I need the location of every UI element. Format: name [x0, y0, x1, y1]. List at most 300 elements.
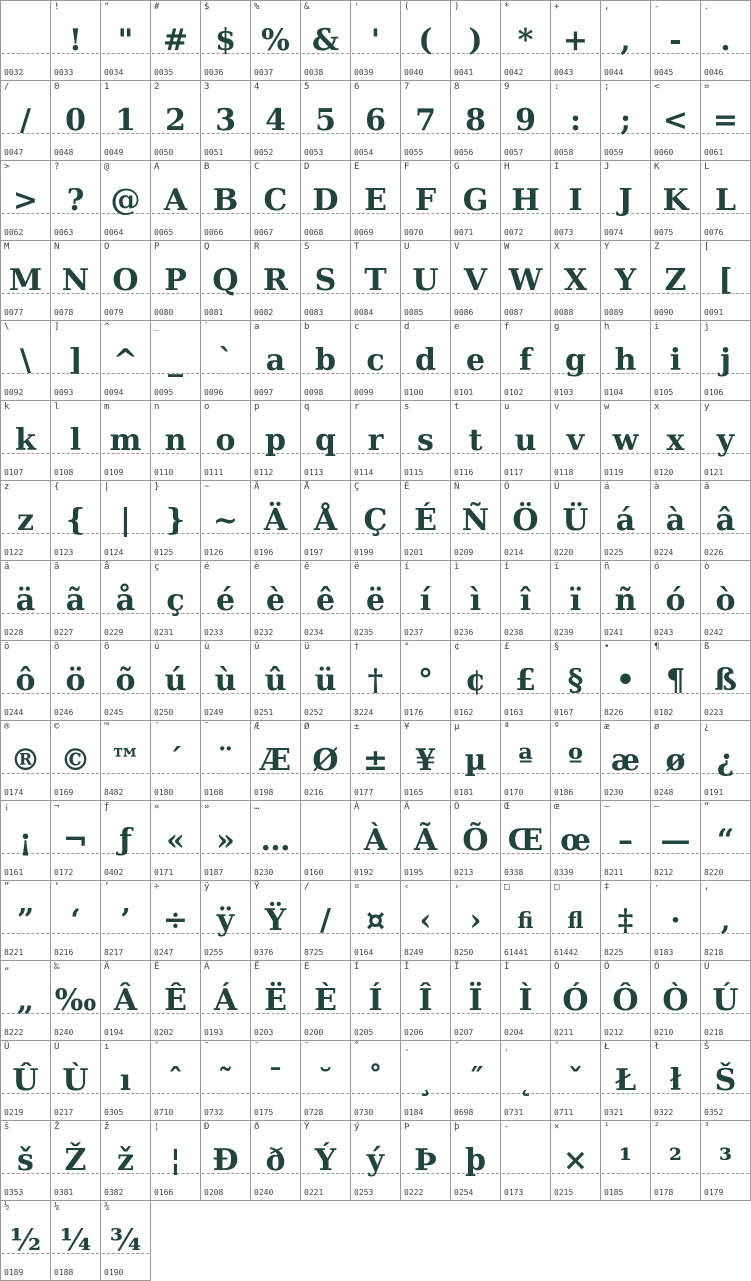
glyph-code: 8220 [704, 868, 724, 877]
glyph-cell [200, 240, 251, 321]
glyph-code: 0110 [154, 468, 174, 477]
glyph-code: 0728 [304, 1108, 324, 1117]
glyph-cell [600, 960, 651, 1041]
glyph-sample [1, 19, 50, 63]
glyph-sample: d [415, 343, 436, 378]
glyph-sample: s [417, 423, 434, 458]
glyph-char-label: ´ [154, 722, 160, 732]
glyph-cell [100, 960, 151, 1041]
glyph-cell [100, 80, 151, 161]
glyph-cell [300, 560, 351, 641]
glyph-cell [400, 80, 451, 161]
glyph-cell [450, 0, 501, 81]
glyph-sample: = [712, 103, 739, 138]
glyph-sample: ( [418, 23, 433, 58]
glyph-code: 0230 [604, 788, 624, 797]
glyph-code: 0205 [354, 1028, 374, 1037]
glyph-sample: × [562, 1143, 589, 1178]
glyph-sample: S [314, 263, 337, 298]
glyph-sample: _ [168, 343, 183, 378]
glyph-sample: ÿ [216, 903, 235, 938]
glyph-cell [150, 720, 201, 801]
glyph-cell [350, 1120, 401, 1201]
glyph-char-label: } [154, 482, 160, 492]
glyph-char-label: 4 [254, 82, 260, 92]
glyph-code: 0248 [654, 788, 674, 797]
glyph-code: 0244 [4, 708, 24, 717]
glyph-char-label: ˜ [204, 1042, 210, 1052]
glyph-cell [600, 1040, 651, 1121]
glyph-code: 8211 [604, 868, 624, 877]
glyph-code: 0183 [654, 948, 674, 957]
glyph-char-label: M [4, 242, 10, 252]
glyph-code: 0236 [454, 628, 474, 637]
glyph-code: 0045 [654, 68, 674, 77]
glyph-sample: Ð [212, 1143, 239, 1178]
glyph-sample: « [166, 823, 185, 858]
glyph-cell [500, 240, 551, 321]
glyph-code: 0185 [604, 1188, 624, 1197]
glyph-char-label: | [104, 482, 110, 492]
glyph-code: 0058 [554, 148, 574, 157]
glyph-char-label: d [404, 322, 410, 332]
glyph-sample: K [662, 183, 689, 218]
glyph-sample: µ [464, 743, 487, 778]
glyph-sample: ı [119, 1063, 132, 1098]
glyph-char-label: r [354, 402, 360, 412]
glyph-sample: ‡ [617, 903, 634, 938]
glyph-cell [550, 480, 601, 561]
glyph-cell [450, 560, 501, 641]
glyph-code: 0075 [654, 228, 674, 237]
glyph-char-label: 1 [104, 82, 110, 92]
glyph-code: 0233 [204, 628, 224, 637]
glyph-cell [350, 800, 401, 881]
glyph-code: 0199 [354, 548, 374, 557]
glyph-char-label: › [454, 882, 460, 892]
glyph-sample: ' [370, 23, 381, 58]
glyph-code: 0193 [204, 1028, 224, 1037]
glyph-code: 0165 [404, 788, 424, 797]
glyph-sample: Ý [314, 1143, 337, 1178]
glyph-char-label: ý [354, 1122, 360, 1132]
glyph-cell [700, 800, 751, 881]
glyph-sample: g [565, 343, 586, 378]
glyph-char-label: × [554, 1122, 560, 1132]
glyph-sample: , [620, 23, 631, 58]
glyph-code: 0210 [654, 1028, 674, 1037]
glyph-char-label: - [504, 1122, 510, 1132]
glyph-code: 0035 [154, 68, 174, 77]
glyph-code: 61441 [504, 948, 529, 957]
glyph-cell [100, 400, 151, 481]
glyph-cell [50, 880, 101, 961]
glyph-cell [400, 480, 451, 561]
glyph-char-label: ã [54, 562, 60, 572]
glyph-cell [250, 320, 301, 401]
glyph-cell [250, 480, 301, 561]
glyph-code: 0160 [304, 868, 324, 877]
glyph-cell [350, 1040, 401, 1121]
glyph-sample: ê [315, 583, 336, 618]
glyph-cell [550, 320, 601, 401]
glyph-cell [300, 400, 351, 481]
glyph-code: 0091 [704, 308, 724, 317]
glyph-sample: ¡ [18, 823, 33, 858]
glyph-code: 0066 [204, 228, 224, 237]
glyph-cell [500, 1040, 551, 1121]
glyph-cell [300, 720, 351, 801]
glyph-char-label: — [654, 802, 660, 812]
glyph-code: 8224 [354, 708, 374, 717]
glyph-cell [150, 1120, 201, 1201]
glyph-char-label: å [104, 562, 110, 572]
glyph-code: 0041 [454, 68, 474, 77]
glyph-char-label: ; [604, 82, 610, 92]
glyph-code: 0053 [304, 148, 324, 157]
glyph-sample: Q [212, 263, 239, 298]
glyph-char-label: K [654, 162, 660, 172]
glyph-char-label: » [204, 802, 210, 812]
glyph-code: 0056 [454, 148, 474, 157]
glyph-code: 0166 [154, 1188, 174, 1197]
glyph-char-label: Ú [704, 962, 710, 972]
glyph-sample: X [563, 263, 588, 298]
glyph-code: 0065 [154, 228, 174, 237]
glyph-char-label: N [54, 242, 60, 252]
glyph-cell [350, 320, 401, 401]
glyph-cell [150, 640, 201, 721]
glyph-cell [500, 800, 551, 881]
glyph-code: 0073 [554, 228, 574, 237]
glyph-char-label: e [454, 322, 460, 332]
glyph-sample: â [715, 503, 736, 538]
glyph-sample: 3 [215, 103, 236, 138]
glyph-sample [301, 819, 350, 863]
glyph-char-label: ‹ [404, 882, 410, 892]
glyph-char-label: v [554, 402, 560, 412]
glyph-char-label: ™ [104, 722, 110, 732]
glyph-cell [450, 240, 501, 321]
glyph-code: 0067 [254, 228, 274, 237]
glyph-code: 0188 [54, 1268, 74, 1277]
glyph-char-label: O [104, 242, 110, 252]
glyph-code: 61442 [554, 948, 579, 957]
glyph-sample: / [20, 103, 31, 138]
glyph-char-label: □ [554, 882, 560, 892]
glyph-cell [0, 800, 51, 881]
glyph-char-label: H [504, 162, 510, 172]
glyph-char-label: º [554, 722, 560, 732]
glyph-char-label: Ž [54, 1122, 60, 1132]
glyph-code: 0184 [404, 1108, 424, 1117]
glyph-code: 0125 [154, 548, 174, 557]
glyph-char-label: 3 [204, 82, 210, 92]
glyph-sample: û [264, 663, 287, 698]
glyph-char-label: ¥ [404, 722, 410, 732]
glyph-char-label: Ø [304, 722, 310, 732]
glyph-char-label: ª [504, 722, 510, 732]
glyph-cell [0, 80, 51, 161]
glyph-char-label: ƒ [104, 802, 110, 812]
glyph-char-label: ú [154, 642, 160, 652]
glyph-sample: ¹ [618, 1143, 633, 1178]
glyph-cell [100, 720, 151, 801]
glyph-sample: ³ [718, 1143, 733, 1178]
glyph-char-label: ] [54, 322, 60, 332]
glyph-sample: Ž [64, 1143, 87, 1178]
glyph-sample: ò [715, 583, 736, 618]
glyph-cell [300, 160, 351, 241]
glyph-sample: ñ [614, 583, 637, 618]
glyph-sample: Ò [662, 983, 689, 1018]
glyph-char-label: « [154, 802, 160, 812]
glyph-char-label: p [254, 402, 260, 412]
glyph-sample: ^ [112, 343, 139, 378]
glyph-cell [50, 640, 101, 721]
glyph-char-label: ¡ [4, 802, 10, 812]
glyph-sample: … [260, 823, 291, 858]
glyph-cell [100, 1040, 151, 1121]
glyph-cell [700, 160, 751, 241]
glyph-code: 0224 [654, 548, 674, 557]
glyph-code: 0353 [4, 1188, 24, 1197]
glyph-cell [150, 800, 201, 881]
glyph-code: 0242 [704, 628, 724, 637]
glyph-sample: Ÿ [264, 903, 287, 938]
glyph-cell [200, 0, 251, 81]
glyph-sample: š [17, 1143, 34, 1178]
glyph-sample: ª [518, 743, 533, 778]
glyph-code: 0253 [354, 1188, 374, 1197]
glyph-code: 8250 [454, 948, 474, 957]
glyph-cell [550, 960, 601, 1041]
glyph-sample: 0 [65, 103, 86, 138]
glyph-char-label: – [604, 802, 610, 812]
glyph-cell [250, 960, 301, 1041]
glyph-sample: ¶ [665, 663, 686, 698]
glyph-char-label: U [404, 242, 410, 252]
glyph-sample: î [519, 583, 532, 618]
glyph-code: 0078 [54, 308, 74, 317]
glyph-cell [400, 560, 451, 641]
glyph-code: 0042 [504, 68, 524, 77]
glyph-char-label: Ÿ [254, 882, 260, 892]
glyph-cell [550, 880, 601, 961]
glyph-sample: 6 [365, 103, 386, 138]
glyph-code: 0120 [654, 468, 674, 477]
glyph-code: 0170 [504, 788, 524, 797]
glyph-sample: Ø [312, 743, 339, 778]
glyph-code: 8217 [104, 948, 124, 957]
glyph-char-label: ^ [104, 322, 110, 332]
glyph-cell [0, 560, 51, 641]
glyph-char-label: Ô [604, 962, 610, 972]
glyph-char-label: # [154, 2, 160, 12]
glyph-sample: ß [714, 663, 737, 698]
glyph-char-label: î [504, 562, 510, 572]
glyph-cell [500, 640, 551, 721]
glyph-code: 0339 [554, 868, 574, 877]
glyph-code: 0079 [104, 308, 124, 317]
glyph-code: 0196 [254, 548, 274, 557]
glyph-char-label: © [54, 722, 60, 732]
glyph-code: 0730 [354, 1108, 374, 1117]
glyph-char-label: ÿ [204, 882, 210, 892]
glyph-cell [0, 400, 51, 481]
glyph-char-label: µ [454, 722, 460, 732]
glyph-code: 0068 [304, 228, 324, 237]
glyph-sample: ˇ [568, 1063, 583, 1098]
glyph-cell [650, 480, 701, 561]
glyph-code: 0095 [154, 388, 174, 397]
glyph-sample: ‹ [419, 903, 432, 938]
glyph-code: 0198 [254, 788, 274, 797]
glyph-char-label: C [254, 162, 260, 172]
glyph-sample: k [15, 423, 36, 458]
glyph-char-label: Î [404, 962, 410, 972]
glyph-char-label: Ö [504, 482, 510, 492]
glyph-code: 0117 [504, 468, 524, 477]
glyph-char-label: Ê [154, 962, 160, 972]
glyph-code: 0381 [54, 1188, 74, 1197]
glyph-code: 0099 [354, 388, 374, 397]
glyph-char-label: û [254, 642, 260, 652]
glyph-cell [50, 480, 101, 561]
glyph-sample: y [716, 423, 735, 458]
glyph-char-label: ù [204, 642, 210, 652]
glyph-code: 0169 [54, 788, 74, 797]
glyph-char-label: ‘ [54, 882, 60, 892]
glyph-code: 0043 [554, 68, 574, 77]
glyph-cell [550, 80, 601, 161]
glyph-code: 0227 [54, 628, 74, 637]
glyph-code: 0220 [554, 548, 574, 557]
glyph-cell [50, 720, 101, 801]
glyph-char-label: t [454, 402, 460, 412]
glyph-char-label: ~ [204, 482, 210, 492]
glyph-sample: p [265, 423, 286, 458]
glyph-code: 0101 [454, 388, 474, 397]
glyph-sample: r [367, 423, 384, 458]
glyph-code: 0096 [204, 388, 224, 397]
glyph-cell [200, 1040, 251, 1121]
glyph-code: 8225 [604, 948, 624, 957]
glyph-cell [300, 640, 351, 721]
glyph-code: 0057 [504, 148, 524, 157]
glyph-char-label: ? [54, 162, 60, 172]
glyph-sample: ° [418, 663, 433, 698]
glyph-char-label: ± [354, 722, 360, 732]
glyph-code: 0044 [604, 68, 624, 77]
glyph-char-label: ° [404, 642, 410, 652]
glyph-char-label: S [304, 242, 310, 252]
glyph-char-label: Œ [504, 802, 510, 812]
glyph-char-label: Å [304, 482, 310, 492]
glyph-char-label: < [654, 82, 660, 92]
glyph-cell [700, 400, 751, 481]
glyph-sample: a [265, 343, 286, 378]
glyph-code: 0047 [4, 148, 24, 157]
glyph-sample: ž [116, 1143, 135, 1178]
glyph-sample: ½ [9, 1223, 42, 1258]
glyph-sample: 9 [515, 103, 536, 138]
glyph-cell [700, 320, 751, 401]
glyph-code: 0055 [404, 148, 424, 157]
glyph-code: 0168 [204, 788, 224, 797]
glyph-cell [200, 560, 251, 641]
glyph-char-label: ˆ [154, 1042, 160, 1052]
glyph-cell [250, 880, 301, 961]
glyph-sample: › [469, 903, 482, 938]
glyph-sample: H [511, 183, 540, 218]
glyph-cell [250, 240, 301, 321]
glyph-sample: é [215, 583, 236, 618]
glyph-cell [650, 400, 701, 481]
glyph-char-label: Á [204, 962, 210, 972]
glyph-code: 8222 [4, 1028, 24, 1037]
glyph-cell [500, 560, 551, 641]
glyph-char-label: Û [4, 1042, 10, 1052]
glyph-code: 0246 [54, 708, 74, 717]
glyph-sample: ý [366, 1143, 385, 1178]
glyph-char-label: w [604, 402, 610, 412]
glyph-cell [600, 0, 651, 81]
glyph-cell [150, 80, 201, 161]
glyph-sample: Ë [264, 983, 287, 1018]
glyph-cell [300, 240, 351, 321]
glyph-code: 0215 [554, 1188, 574, 1197]
glyph-char-label: “ [704, 802, 710, 812]
glyph-code: 0206 [404, 1028, 424, 1037]
glyph-cell [500, 400, 551, 481]
glyph-char-label: æ [604, 722, 610, 732]
glyph-sample: ‘ [70, 903, 81, 938]
glyph-code: 0105 [654, 388, 674, 397]
glyph-cell [0, 1200, 51, 1281]
glyph-char-label: 0 [54, 82, 60, 92]
glyph-cell [300, 1120, 351, 1201]
glyph-cell [600, 320, 651, 401]
glyph-code: 0173 [504, 1188, 524, 1197]
glyph-code: 0121 [704, 468, 724, 477]
glyph-char-label: ÷ [154, 882, 160, 892]
glyph-cell [650, 640, 701, 721]
glyph-sample: h [614, 343, 637, 378]
glyph-char-label: ˛ [504, 1042, 510, 1052]
glyph-code: 0218 [704, 1028, 724, 1037]
glyph-cell [700, 80, 751, 161]
glyph-cell [500, 1120, 551, 1201]
glyph-sample: u [514, 423, 537, 458]
glyph-code: 0081 [204, 308, 224, 317]
glyph-code: 0070 [404, 228, 424, 237]
glyph-char-label: ô [4, 642, 10, 652]
glyph-cell [550, 720, 601, 801]
glyph-char-label: [ [704, 242, 710, 252]
glyph-sample: ú [164, 663, 187, 698]
glyph-cell [0, 960, 51, 1041]
glyph-sample: Í [368, 983, 383, 1018]
glyph-code: 0106 [704, 388, 724, 397]
glyph-sample: % [261, 23, 290, 58]
glyph-sample: Ù [62, 1063, 89, 1098]
glyph-char-label: Ð [204, 1122, 210, 1132]
glyph-cell [0, 1040, 51, 1121]
glyph-sample: æ [610, 743, 641, 778]
glyph-cell [650, 1120, 701, 1201]
glyph-code: 8249 [404, 948, 424, 957]
